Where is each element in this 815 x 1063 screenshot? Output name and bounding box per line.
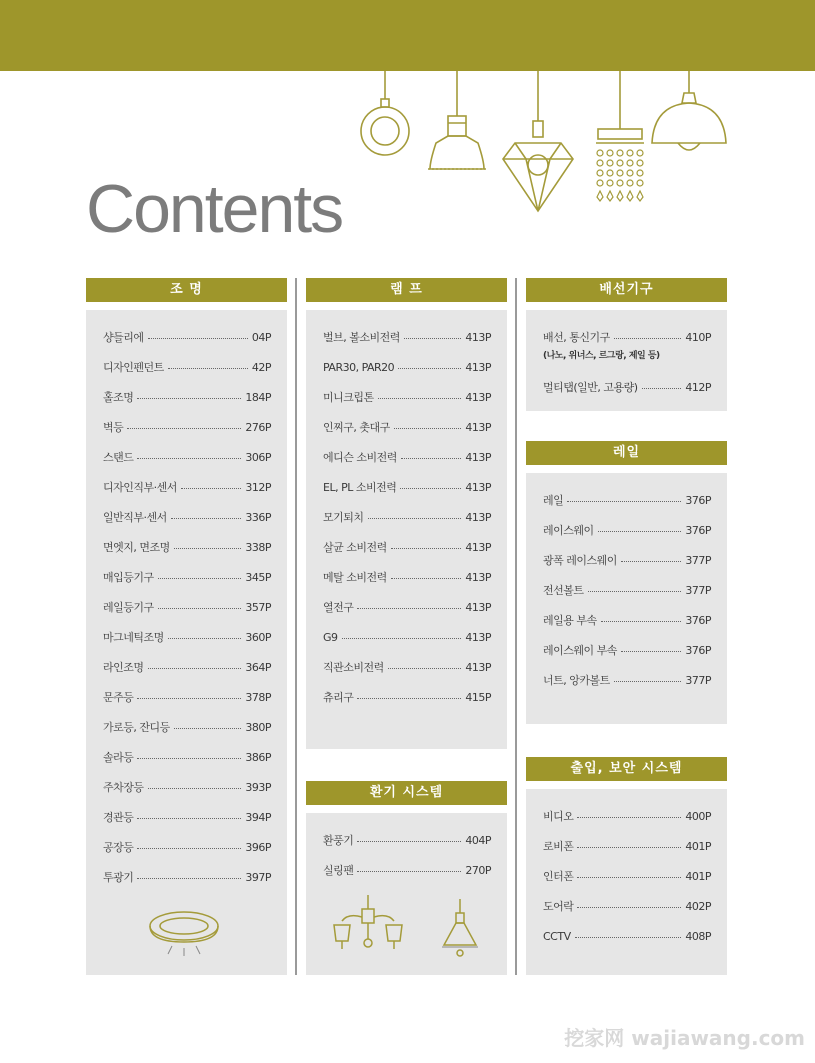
ventilation-list (323, 825, 491, 885)
item-name: 츄리구 (323, 691, 354, 704)
leader-dots (391, 547, 462, 549)
leader-dots (357, 840, 461, 842)
item-name: 레일 (543, 494, 564, 507)
item-page: 377P (685, 583, 711, 597)
section-header-security: 출입, 보안 시스템 (526, 757, 727, 781)
lighting-list (103, 322, 271, 892)
crystal-chandelier-icon (596, 71, 644, 201)
item-name: 도어락 (543, 900, 574, 913)
item-name: 실링팬 (323, 864, 354, 877)
leader-dots (621, 650, 681, 652)
leader-dots (357, 607, 461, 609)
item-name: 가로등, 잔디등 (103, 721, 170, 734)
item-page: 413P (465, 450, 491, 464)
leader-dots (400, 487, 461, 489)
leader-dots (137, 397, 241, 399)
security-list (543, 801, 711, 951)
list-item (543, 891, 711, 921)
list-item (103, 622, 271, 652)
dome-lamp-icon (652, 71, 726, 150)
item-name: 환풍기 (323, 834, 354, 847)
item-name: 투광기 (103, 871, 134, 884)
ceiling-fan-chandelier-icon (328, 895, 408, 959)
leader-dots (404, 337, 461, 339)
leader-dots (342, 637, 462, 639)
ceiling-light-icon (144, 908, 224, 960)
item-page: 408P (685, 929, 711, 943)
item-page: 42P (251, 360, 271, 374)
item-page: 336P (245, 510, 271, 524)
item-page: 378P (245, 690, 271, 704)
list-item (543, 831, 711, 861)
item-name: CCTV (543, 929, 571, 943)
item-page: 376P (685, 613, 711, 627)
leader-dots (601, 620, 682, 622)
item-name: 벌브, 볼소비전력 (323, 331, 400, 344)
leader-dots (137, 697, 241, 699)
list-item (103, 322, 271, 352)
leader-dots (137, 757, 241, 759)
rail-panel (526, 473, 727, 724)
list-item (543, 485, 711, 515)
item-page: 412P (685, 380, 711, 394)
leader-dots (137, 877, 241, 879)
item-page: 413P (465, 540, 491, 554)
list-item (103, 382, 271, 412)
item-name: 주차장등 (103, 781, 144, 794)
item-name: 솔라등 (103, 751, 134, 764)
leader-dots (174, 547, 242, 549)
leader-dots (148, 667, 242, 669)
item-page: 400P (685, 809, 711, 823)
leader-dots (148, 337, 248, 339)
list-item (323, 855, 491, 885)
item-page: 386P (245, 750, 271, 764)
list-item (323, 682, 491, 712)
item-name: 광폭 레이스웨이 (543, 554, 617, 567)
column-divider (295, 278, 297, 975)
item-page: 276P (245, 420, 271, 434)
leader-dots (577, 906, 681, 908)
item-page: 413P (465, 570, 491, 584)
ventilation-panel (306, 813, 507, 975)
rail-list (543, 485, 711, 695)
leader-dots (598, 530, 682, 532)
leader-dots (398, 367, 461, 369)
list-item (103, 592, 271, 622)
item-page: 312P (245, 480, 271, 494)
list-item (543, 515, 711, 545)
leader-dots (391, 577, 462, 579)
item-name: 디자인직부·센서 (103, 481, 177, 494)
leader-dots (357, 697, 461, 699)
item-page: 396P (245, 840, 271, 854)
diamond-lamp-icon (503, 71, 573, 211)
item-name: 직관소비전력 (323, 661, 384, 674)
item-name: 인터폰 (543, 870, 574, 883)
item-name: 미니크립톤 (323, 391, 374, 404)
item-page: 380P (245, 720, 271, 734)
leader-dots (127, 427, 241, 429)
leader-dots (137, 847, 241, 849)
list-item (543, 545, 711, 575)
list-item (323, 532, 491, 562)
item-page: 357P (245, 600, 271, 614)
item-name: 공장등 (103, 841, 134, 854)
item-page: 413P (465, 630, 491, 644)
item-name: 레일용 부속 (543, 614, 597, 627)
item-page: 413P (465, 360, 491, 374)
section-header-rail: 레일 (526, 441, 727, 465)
item-name: 경관등 (103, 811, 134, 824)
leader-dots (158, 577, 242, 579)
leader-dots (588, 590, 682, 592)
list-item (103, 412, 271, 442)
item-page: 410P (685, 330, 711, 344)
item-name: G9 (323, 630, 338, 644)
item-page: 413P (465, 510, 491, 524)
list-item (323, 502, 491, 532)
list-item (103, 802, 271, 832)
leader-dots (148, 787, 242, 789)
item-page: 401P (685, 869, 711, 883)
item-page: 404P (465, 833, 491, 847)
item-page: 270P (465, 863, 491, 877)
item-page: 413P (465, 660, 491, 674)
list-item (323, 382, 491, 412)
leader-dots (577, 846, 681, 848)
list-item (543, 605, 711, 635)
item-page: 184P (245, 390, 271, 404)
leader-dots (168, 637, 242, 639)
security-panel (526, 789, 727, 975)
item-name: 비디오 (543, 810, 574, 823)
item-name: 레이스웨이 (543, 524, 594, 537)
list-item (103, 562, 271, 592)
list-item (323, 652, 491, 682)
item-page: 413P (465, 480, 491, 494)
item-page: 306P (245, 450, 271, 464)
item-page: 377P (685, 673, 711, 687)
list-item (103, 442, 271, 472)
item-name: 일반직부·센서 (103, 511, 167, 524)
section-header-wiring: 배선기구 (526, 278, 727, 302)
item-page: 413P (465, 600, 491, 614)
lamp-list (323, 322, 491, 712)
leader-dots (577, 816, 681, 818)
list-item (323, 352, 491, 382)
leader-dots (357, 870, 461, 872)
item-name: 레이스웨이 부속 (543, 644, 617, 657)
list-item (103, 772, 271, 802)
list-item (103, 652, 271, 682)
item-page: 402P (685, 899, 711, 913)
item-page: 376P (685, 493, 711, 507)
lighting-panel (86, 310, 287, 975)
list-item (543, 635, 711, 665)
item-subtitle: (나노, 위너스, 르그랑, 제일 등) (543, 351, 660, 361)
item-page: 413P (465, 390, 491, 404)
item-name: 샹들리에 (103, 331, 144, 344)
bulb-lamp-icon (361, 71, 409, 155)
leader-dots (614, 337, 682, 339)
item-page: 413P (465, 330, 491, 344)
item-name: 디자인펜던트 (103, 361, 164, 374)
item-page: 397P (245, 870, 271, 884)
list-item (103, 502, 271, 532)
item-page: 345P (245, 570, 271, 584)
leader-dots (137, 457, 241, 459)
list-item (323, 622, 491, 652)
leader-dots (158, 607, 242, 609)
list-item (103, 472, 271, 502)
section-header-lighting: 조 명 (86, 278, 287, 302)
list-item (103, 532, 271, 562)
page-title: Contents (86, 171, 343, 247)
watermark: 挖家网 wajiawang.com (564, 1026, 805, 1050)
item-page: 376P (685, 643, 711, 657)
item-name: 스탠드 (103, 451, 134, 464)
section-header-ventilation: 환기 시스템 (306, 781, 507, 805)
list-item (323, 412, 491, 442)
leader-dots (401, 457, 461, 459)
lamp-panel (306, 310, 507, 749)
top-banner (0, 0, 815, 71)
item-page: 377P (685, 553, 711, 567)
item-page: 360P (245, 630, 271, 644)
item-name: EL, PL 소비전력 (323, 481, 397, 494)
item-name: 로비폰 (543, 840, 574, 853)
item-name: 레일등기구 (103, 601, 154, 614)
list-item (323, 592, 491, 622)
spot-pendant-icon (438, 899, 482, 959)
column-divider (515, 278, 517, 975)
list-item (103, 742, 271, 772)
item-page: 393P (245, 780, 271, 794)
list-item (543, 861, 711, 891)
item-name: 열전구 (323, 601, 354, 614)
leader-dots (577, 876, 681, 878)
item-name: 배선, 통신기구 (543, 331, 610, 344)
item-name: 메탈 소비전력 (323, 571, 387, 584)
leader-dots (171, 517, 242, 519)
item-page: 413P (465, 420, 491, 434)
item-page: 04P (251, 330, 271, 344)
leader-dots (181, 487, 241, 489)
leader-dots (137, 817, 241, 819)
list-item (323, 442, 491, 472)
item-page: 394P (245, 810, 271, 824)
list-item (103, 682, 271, 712)
list-item (323, 562, 491, 592)
item-name: 멀티탭(일반, 고용량) (543, 381, 638, 394)
item-name: 모기퇴치 (323, 511, 364, 524)
list-item (543, 575, 711, 605)
leader-dots (168, 367, 248, 369)
item-name: 벽등 (103, 421, 124, 434)
item-page: 401P (685, 839, 711, 853)
list-item (543, 372, 711, 402)
wiring-panel (526, 310, 727, 411)
leader-dots (388, 667, 462, 669)
leader-dots (368, 517, 462, 519)
list-item (323, 472, 491, 502)
leader-dots (614, 680, 682, 682)
item-page: 338P (245, 540, 271, 554)
item-page: 415P (465, 690, 491, 704)
item-name: 매입등기구 (103, 571, 154, 584)
leader-dots (575, 936, 682, 938)
section-header-lamp: 램 프 (306, 278, 507, 302)
item-name: PAR30, PAR20 (323, 360, 395, 374)
item-name: 마그네틱조명 (103, 631, 164, 644)
pendant-lamp-icon (428, 71, 486, 169)
list-item (543, 921, 711, 951)
item-page: 364P (245, 660, 271, 674)
leader-dots (621, 560, 681, 562)
leader-dots (642, 387, 682, 389)
list-item (323, 322, 491, 352)
item-name: 라인조명 (103, 661, 144, 674)
list-item (323, 825, 491, 855)
item-name: 면엣지, 면조명 (103, 541, 170, 554)
list-item (543, 665, 711, 695)
list-item (543, 801, 711, 831)
leader-dots (174, 727, 242, 729)
list-item (103, 712, 271, 742)
list-item (103, 862, 271, 892)
leader-dots (378, 397, 462, 399)
item-name: 살균 소비전력 (323, 541, 387, 554)
item-page: 376P (685, 523, 711, 537)
list-item (103, 352, 271, 382)
item-name: 인찌구, 촛대구 (323, 421, 390, 434)
item-name: 문주등 (103, 691, 134, 704)
list-item (103, 832, 271, 862)
leader-dots (567, 500, 681, 502)
item-name: 전선볼트 (543, 584, 584, 597)
leader-dots (394, 427, 462, 429)
item-name: 너트, 앙카볼트 (543, 674, 610, 687)
item-name: 홀조명 (103, 391, 134, 404)
item-name: 에디슨 소비전력 (323, 451, 397, 464)
hanging-lamps-illustration (350, 71, 730, 221)
